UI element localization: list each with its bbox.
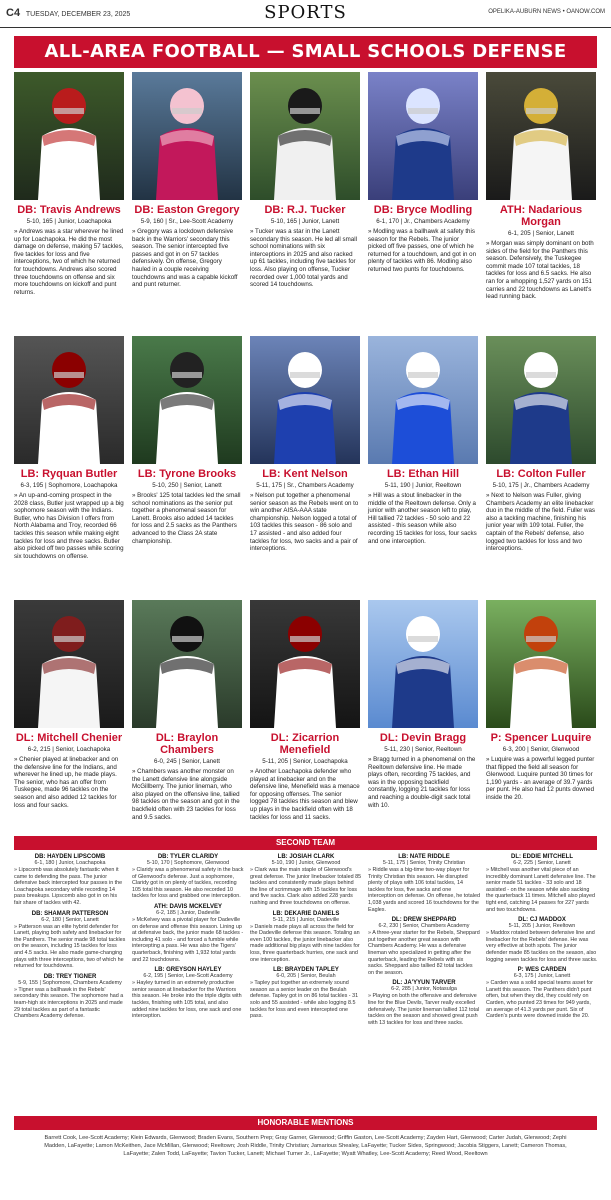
second-team-info: 6-2, 195 | Senior, Lee-Scott Academy <box>143 973 233 980</box>
page-number: C4 <box>6 7 21 19</box>
player-description: » Bragg turned in a phenomenal on the Reeltown defensive line. He made plays often, recording 75 tackles, and was in the opposing backfield constantly, logging 21 tackles for loss and reaching a double-digit sack total with 10. <box>368 756 476 809</box>
second-team-info: 6-2, 185 | Junior, Dadeville <box>156 909 220 916</box>
second-team-entry <box>250 967 362 1020</box>
second-team-info: 6-2, 180 | Senior, Lanett <box>41 916 99 923</box>
player-description: » Another Loachapoka defender who played at linebacker and on the defensive line, Menefield was a menace for opposing offenses. The senior logged 78 tackles this season and blew up plays in the backfield often with 18 tackles for loss and 11 sacks. <box>250 768 360 821</box>
second-team-name: DB: HAYDEN LIPSCOMB <box>34 854 106 860</box>
second-team-name: LB: GREYSON HAYLEY <box>154 967 222 974</box>
player-card <box>486 72 596 301</box>
player-description: » Morgan was simply dominant on both sides of the field for the Panthers this season. Defensively, the Tuskegee commit made 107 total tackles, 18 tackles for loss and 6.5 sacks. He also ran for a whopping 1,527 yards on 151 carries and 22 touchdowns as Lanett's lead running back. <box>486 240 594 301</box>
player-photo <box>250 72 360 200</box>
second-team-name: DL: JA'YYUN TARVER <box>392 980 456 987</box>
player-photo <box>132 600 242 728</box>
second-team-info: 5-10, 190 | Junior, Glenwood <box>271 860 341 866</box>
player-name: DL: Devin Bragg <box>379 732 467 744</box>
second-team-column <box>368 854 480 1030</box>
player-info: 6-1, 205 | Senior, Lanett <box>508 230 574 237</box>
second-team-entry <box>132 904 244 963</box>
player-description: » An up-and-coming prospect in the 2028 class, Butler just wrapped up a big sophomore season with the Indians. Butler, who has Division I offers from North Alabama and Troy, recorded 66 tackles this season while making eight tackles for loss and three sacks. Butler also picked off two passes while scoring six touchdowns on offense. <box>14 492 124 560</box>
second-team-name: LB: DEKARIE DANIELS <box>272 910 340 917</box>
second-team-info: 6-2, 225 | Senior, Lanett <box>513 860 571 866</box>
player-info: 6-2, 215 | Senior, Loachapoka <box>27 746 111 753</box>
player-card <box>132 336 242 545</box>
player-name: LB: Tyrone Brooks <box>137 468 237 480</box>
second-team-entry <box>250 911 362 964</box>
player-name: LB: Ethan Hill <box>386 468 460 480</box>
second-team-entry <box>14 911 126 970</box>
second-team-name: DB: TREY TIGNER <box>43 973 97 980</box>
second-team-entry <box>486 967 598 1020</box>
page-date: TUESDAY, DECEMBER 23, 2025 <box>25 11 131 18</box>
player-card <box>250 336 360 553</box>
second-team-column <box>250 854 362 1024</box>
second-team-entry <box>132 967 244 1020</box>
second-team-info: 6-0, 205 | Senior, Beulah <box>276 973 336 980</box>
player-photo <box>486 336 596 464</box>
player-name: DB: R.J. Tucker <box>264 204 346 216</box>
player-photo <box>368 600 478 728</box>
player-info: 6-1, 170 | Jr., Chambers Academy <box>376 218 470 225</box>
player-card <box>250 72 360 289</box>
second-team-info: 6-1, 180 | Junior, Loachapoka <box>34 860 106 866</box>
second-team-description: » Hayley turned in an extremely productive senior season at linebacker for the Warriors this season. He broke into the triple digits with tackles, finishing with 105 total, and also added nine tackles for loss, one sack and one interception. <box>132 980 242 1020</box>
player-info: 6-3, 200 | Senior, Glenwood <box>502 746 580 753</box>
player-info: 6-0, 245 | Senior, Lanett <box>154 758 220 765</box>
player-name: DL: Mitchell Chenier <box>15 732 123 744</box>
player-description: » Andrews was a star wherever he lined up for Loachapoka. He did the most damage on defense, making 57 tackles, five tackles for loss and five interceptions, two of which he returned for touchdowns. Andrews also scored three touchdowns on offense and six more touchdowns on kickoff and punt returns. <box>14 228 124 296</box>
second-team-entry <box>486 917 598 963</box>
player-name: DB: Bryce Modling <box>373 204 473 216</box>
player-info: 5-10, 165 | Junior, Loachapoka <box>26 218 112 225</box>
second-team-info: 5-10, 170 | Sophomore, Glenwood <box>146 860 230 866</box>
player-description: » Brooks' 125 total tackles led the small school nominations as the senior put together a phenomenal season for Lanett. Brooks also added 14 tackles for loss and 2.5 sacks as the Panthers advanced to the Class 2A state championship. <box>132 492 241 545</box>
player-photo <box>132 336 242 464</box>
player-photo <box>368 336 478 464</box>
second-team-column <box>486 854 598 1024</box>
second-team-entry <box>368 917 480 976</box>
player-photo <box>250 600 360 728</box>
second-team-info: 5-11, 215 | Junior, Dadeville <box>272 916 340 923</box>
player-card <box>368 72 478 274</box>
second-team-info: 5-11, 205 | Junior, Reeltown <box>508 923 576 930</box>
player-description: » Chenier played at linebacker and on the defensive line for the Indians, and wherever he lined up, he made plays. The senior, who has an offer from Tuskegee, made 96 tackles on the season and also added 12 tackles for loss and four sacks. <box>14 756 119 809</box>
second-team-name: LB: NATE RIDDLE <box>398 854 450 860</box>
player-photo <box>368 72 478 200</box>
player-card <box>132 72 242 289</box>
second-team-name: ATH: DAVIS MCKELVEY <box>153 903 222 910</box>
second-team-name: DB: SHAMAR PATTERSON <box>31 910 109 917</box>
second-team-entry <box>132 854 244 900</box>
player-card <box>368 600 478 809</box>
second-team-info: 6-3, 175 | Junior, Lanett <box>513 973 571 980</box>
player-name: DB: Travis Andrews <box>17 204 121 216</box>
honorable-mentions-header: HONORABLE MENTIONS <box>14 1116 597 1130</box>
player-name: LB: Colton Fuller <box>496 468 586 480</box>
player-description: » Tucker was a star in the Lanett secondary this season. He led all small school nominations with six interceptions in 2025 and also racked up 61 tackles, including five tackles for loss. Also playing on offense, Tucker recorded over 1,000 total yards and scored 14 touchdowns. <box>250 228 357 289</box>
second-team-name: LB: BRAYDEN TAPLEY <box>273 967 339 974</box>
player-card <box>368 336 478 545</box>
player-photo <box>14 600 124 728</box>
section-title: SPORTS <box>264 2 347 23</box>
player-card <box>14 600 124 809</box>
second-team-description: » Lipscomb was absolutely fantastic when it came to defending the pass. The junior defensive back intercepted four passes in the Loachapoka secondary while recording 14 pass breakups. Lipscomb also got in on his fair share of tackles with 42. <box>14 867 123 906</box>
page-header <box>0 0 611 28</box>
player-name: P: Spencer Luquire <box>490 732 592 744</box>
second-team-description: » Claridy was a phenomenal safety in the back of Glenwood's defense. Just a sophomore, Claridy got in on plenty of tackles, recording 105 total this season. He also recorded 10 tackles for loss and grabbed one interception. <box>132 867 244 900</box>
second-team-name: DB: TYLER CLARIDY <box>157 854 219 860</box>
second-team-column <box>14 854 126 1024</box>
headline-banner: ALL-AREA FOOTBALL — SMALL SCHOOLS DEFENSE <box>14 36 597 68</box>
second-team-description: » Riddle was a big-time two-way player for Trinity Christian this season. He disrupted plenty of plays with 106 total tackles, 14 tackles for loss, five sacks and one interception on defense. On offense, he totaled 1,038 yards and scored 16 touchdowns for the Eagles. <box>368 867 480 913</box>
second-team-description: » Tapley put together an extremely sound season as a senior leader on the Beulah defense. Tapley got in on 86 total tackles - 31 solo and 55 assisted - while also logging 8.5 tackles for loss and even intercepted one pass. <box>250 980 359 1020</box>
player-card <box>250 600 360 821</box>
player-description: » Nelson put together a phenomenal senior season as the Rebels went on to win another AISA-AAA state championship. Nelson logged a total of 103 tackles this season - 86 solo and 17 assisted - and also added four tackles for loss, two sacks and a pair of interceptions. <box>250 492 359 553</box>
player-photo <box>14 72 124 200</box>
second-team-info: 6-2, 285 | Junior, Notasulga <box>391 986 457 993</box>
second-team-name: P: WES CARDEN <box>517 967 567 974</box>
player-description: » Modling was a ballhawk at safety this season for the Rebels. The junior picked off five passes, one of which he returned for a touchdown, and got in on plenty of tackles with 86. Modling also returned two punts for touchdowns. <box>368 228 477 273</box>
second-team-description: » Playing on both the offensive and defensive line for the Blue Devils, Tarver really excelled defensively. The junior lineman tallied 112 total tackles on the season and showed great push with 13 tackles for loss and three sacks. <box>368 993 480 1026</box>
second-team-name: DL: EDDIE MITCHELL <box>511 854 573 860</box>
player-card <box>14 336 124 560</box>
player-description: » Luquire was a powerful legged punter that flipped the field all season for Glenwood. Luquire punted 30 times for 1,190 yards - an average of 39.7 yards per punt. He also had 12 punts downed inside the 20. <box>486 756 595 801</box>
second-team-info: 5-9, 155 | Sophomore, Chambers Academy <box>18 979 122 986</box>
player-photo <box>132 72 242 200</box>
player-photo <box>486 600 596 728</box>
second-team-name: LB: JOSIAH CLARK <box>277 854 335 860</box>
second-team-info: 6-2, 230 | Senior, Chambers Academy <box>378 923 470 930</box>
second-team-description: » A three-year starter for the Rebels, Sheppard put together another great season with Chambers Academy. He was a defensive lineman who specialized in getting after the quarterback, leading the Rebels with six sacks. Sheppard also tallied 82 total tackles on the season. <box>368 930 480 976</box>
player-name: LB: Kent Nelson <box>262 468 348 480</box>
player-description: » Hill was a stout linebacker in the middle of the Reeltown defense. Only a junior with another season left to play, Hill tallied 72 tackles - 50 solo and 22 assisted - this season while also recording 15 tackles for loss, four sacks and one interception. <box>368 492 477 545</box>
player-info: 5-11, 230 | Senior, Reeltown <box>384 746 462 753</box>
player-info: 5-11, 205 | Senior, Loachapoka <box>262 758 348 765</box>
publication-name: OPELIKA-AUBURN NEWS • OANOW.COM <box>488 9 605 15</box>
player-name: ATH: Nadarious Morgan <box>499 204 583 228</box>
player-name: DB: Easton Gregory <box>134 204 240 216</box>
second-team-description: » McKelvey was a pivotal player for Dadeville on defense and offense this season. Lining up at defensive back, the junior made 68 tackles - including 41 solo - and forced a fumble while intercepting a pass. He was also the Tigers' quarterback, finishing with 1,932 total yards and 22 touchdowns. <box>132 916 244 963</box>
second-team-name: DL: DREW SHEPPARD <box>391 917 457 924</box>
player-name: DL: Zicarrion Menefield <box>270 732 340 756</box>
player-card <box>486 600 596 802</box>
second-team-description: » Tigner was a ballhawk in the Rebels' secondary this season. The sophomore had a team-high six interceptions in 2025 and made 29 total tackles as part of a fantastic Chambers Academy defense. <box>14 986 124 1020</box>
player-description: » Next to Nelson was Fuller, giving Chambers Academy an elite linebacker duo in the middle of the field. Fuller was also a tackling machine, finishing his junior year with 109 total. Fuller, the captain of the Rebels' defense, also logged two tackles for loss and two interceptions. <box>486 492 596 553</box>
player-info: 5-10, 175 | Jr., Chambers Academy <box>492 482 590 489</box>
player-info: 5-11, 190 | Junior, Reeltown <box>384 482 462 489</box>
player-info: 5-11, 175 | Sr., Chambers Academy <box>256 482 354 489</box>
second-team-entry <box>14 854 126 907</box>
second-team-column <box>132 854 244 1024</box>
second-team-entry <box>368 980 480 1026</box>
second-team-description: » Clark was the main staple of Glenwood's great defense. The junior linebacker totaled 85 tackles and consistently made plays behind the line of scrimmage with 15 tackles for loss and five sacks. Clark also added 228 yards rushing and three touchdowns on offense. <box>250 867 362 906</box>
player-card <box>132 600 242 821</box>
player-name: DL: Braylon Chambers <box>155 732 219 756</box>
second-team-description: » Daniels made plays all across the field for the Dadeville defense this season. Totaling an even 100 tackles, the junior linebacker also made additional big plays with nine tackles for loss, three quarterback hurries, one sack and one interception. <box>250 923 360 963</box>
player-info: 6-3, 195 | Sophomore, Loachapoka <box>20 482 118 489</box>
player-photo <box>14 336 124 464</box>
second-team-name: DL: CJ MADDOX <box>518 917 566 924</box>
honorable-mentions-text: Barrett Cook, Lee-Scott Academy; Klein Edwards, Glenwood; Braden Evans, Southern Prep; Gray Garner, Glenwood; Griffin Gaston, Lee-Scott Academy; Zayden Hart, Glenwood; Carter Judah, Glenwood; Zephi Madden, LaFayette; Lamon McKeithen, Jace McMillan, Glenwood; Reeltown; Josh Riddle, Trinity Christian; Jamarious Shealey, LaFayette; Tucker Sides, Springwood; Jacobia Stiggers, Lanett; Cameron Thomas, LaFayette; Zalen Todd, LaFayette; Tavion Tucker, Lanett; Michael Turner Jr., LaFayette; Wyatt Whatley, Lee-Scott Academy; Reed Wood, Reeltown <box>44 1135 567 1157</box>
second-team-entry <box>14 974 126 1020</box>
player-info: 5-9, 160 | Sr., Lee-Scott Academy <box>140 218 234 225</box>
second-team-description: » Patterson was an elite hybrid defender for Lanett, playing both safety and linebacker for the Panthers. The senior made 98 total tackles on the season, including 15 tackles for loss and 4.5 sacks. He also made game-changing plays with three interceptions, two of which he returned for touchdowns. <box>14 923 126 970</box>
second-team-entry <box>250 854 362 907</box>
player-card <box>14 72 124 296</box>
second-team-info: 5-11, 175 | Senior, Trinity Christian <box>382 860 466 866</box>
player-photo <box>250 336 360 464</box>
player-info: 5-10, 250 | Senior, Lanett <box>152 482 222 489</box>
second-team-description: » Mitchell was another vital piece of an incredibly dominant Lanett defensive line. The senior made 51 tackles - 33 solo and 18 assisted - on the season while also sacking the quarterback 11 times. Mitchell also played tight end, catching 14 passes for 227 yards and two touchdowns. <box>486 867 596 913</box>
second-team-entry <box>486 854 598 913</box>
player-description: » Gregory was a lockdown defensive back in the Warriors' secondary this season. The senior intercepted five passes and got in on 57 tackles defensively. On offense, Gregory hauled in a couple receiving touchdowns and was a capable kickoff and punt returner. <box>132 228 238 289</box>
second-team-header: SECOND TEAM <box>14 836 597 850</box>
player-photo <box>486 72 596 200</box>
second-team-entry <box>368 854 480 913</box>
player-description: » Chambers was another monster on the Lanett defensive line alongside McGillberry. The junior lineman, who also played on the offensive line, tallied 98 tackles on the season and got in the backfield often with 23 tackles for loss and 9.5 sacks. <box>132 768 240 821</box>
player-info: 5-10, 165 | Junior, Lanett <box>270 218 340 225</box>
second-team-description: » Carden was a solid special teams asset for Lanett this season. The Panthers didn't punt often, but when they did, they could rely on Carden, who punted 23 times for 949 yards, an average of 41.3 yards per punt. Six of Carden's punts were downed inside the 20. <box>486 980 593 1020</box>
second-team-description: » Maddox rotated between defensive line and linebacker for the Rebels' defense. He was very effective at both spots. The junior defender made 85 tackles on the season, also logging seven tackles for loss and three sacks. <box>486 930 598 963</box>
player-name: LB: Ryquan Butler <box>20 468 118 480</box>
player-card <box>486 336 596 553</box>
